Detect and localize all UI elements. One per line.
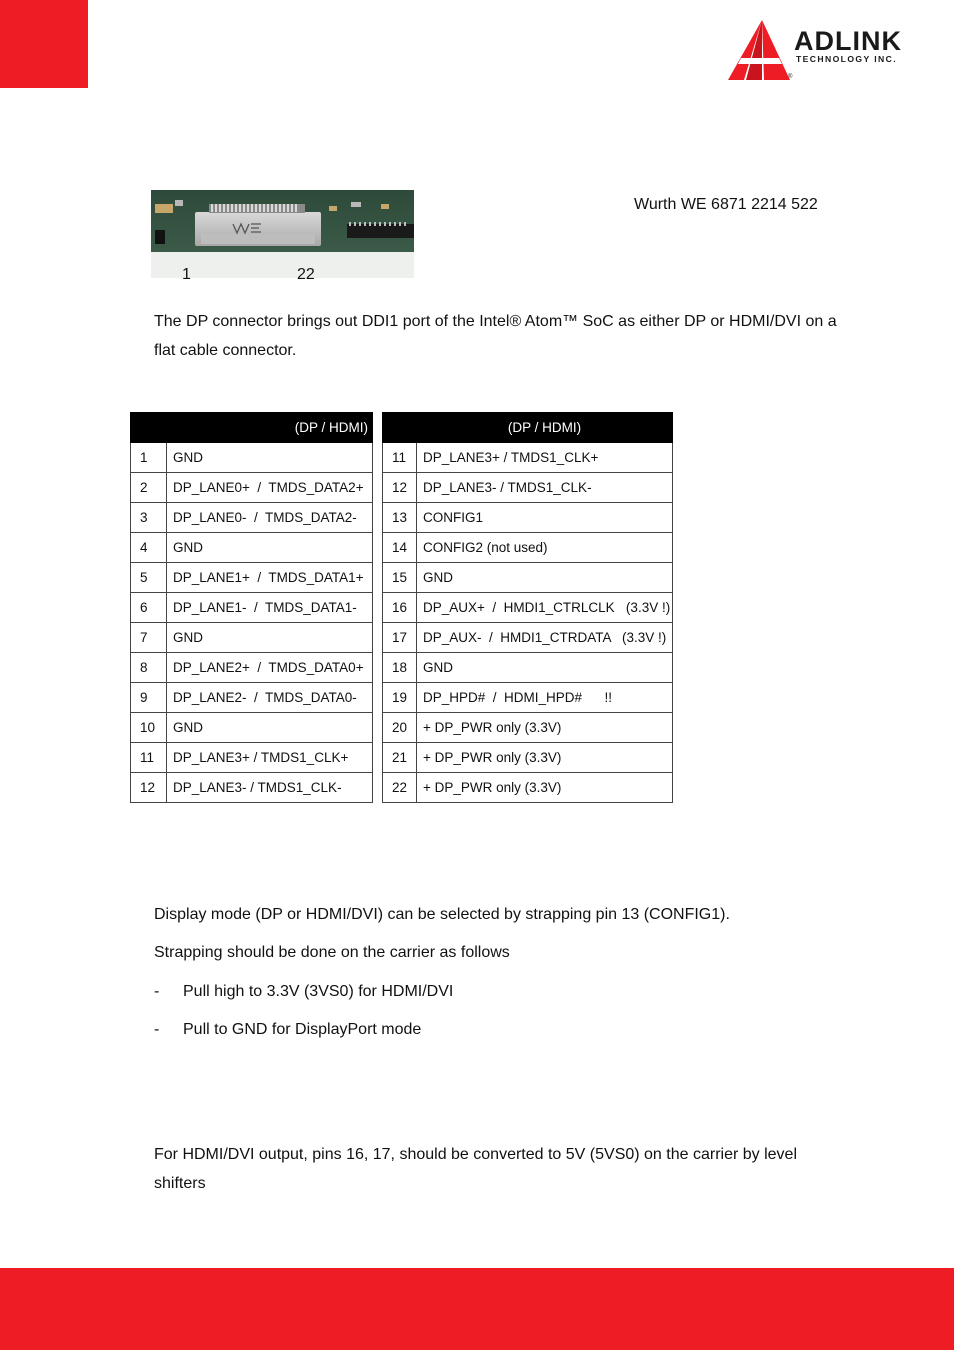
pin-number-cell: 7 [131, 623, 167, 653]
table-header-signal: (DP / HDMI) [167, 413, 373, 443]
table-row [131, 743, 373, 773]
pin-number-cell: 11 [383, 443, 417, 473]
hdmi-note-paragraph: For HDMI/DVI output, pins 16, 17, should be converted to 5V (5VS0) on the carrier by level shifters [154, 1146, 797, 1192]
table-row [131, 563, 373, 593]
red-corner-block [0, 0, 88, 88]
intro-paragraph: The DP connector brings out DDI1 port of the Intel® Atom™ SoC as either DP or HDMI/DVI on a flat cable connector. [154, 313, 837, 359]
signal-name-cell: DP_LANE0+ / TMDS_DATA2+ [167, 473, 373, 503]
pin-number-cell: 14 [383, 533, 417, 563]
pin-number-cell: 12 [383, 473, 417, 503]
table-row [383, 653, 673, 683]
table-row [131, 773, 373, 803]
table-row [131, 443, 373, 473]
signal-name-cell: DP_LANE3- / TMDS1_CLK- [417, 473, 673, 503]
pin-number-cell: 9 [131, 683, 167, 713]
bullet-text: Pull high to 3.3V (3VS0) for HDMI/DVI [183, 983, 454, 1000]
table-row [383, 683, 673, 713]
pin-number-cell: 5 [131, 563, 167, 593]
table-row [383, 713, 673, 743]
pin-number-cell: 15 [383, 563, 417, 593]
logo-registered-mark: ® [788, 74, 793, 80]
table-header-row [131, 413, 373, 443]
pin-number-cell: 1 [131, 443, 167, 473]
pin-number-cell: 16 [383, 593, 417, 623]
pin-number-cell: 10 [131, 713, 167, 743]
table-row [131, 533, 373, 563]
table-row [131, 473, 373, 503]
signal-name-cell: DP_AUX- / HMDI1_CTRDATA (3.3V !) [417, 623, 673, 653]
signal-name-cell: DP_LANE2+ / TMDS_DATA0+ [167, 653, 373, 683]
signal-name-cell: GND [167, 533, 373, 563]
logo-subtitle: TECHNOLOGY INC. [796, 54, 898, 64]
table-row [383, 473, 673, 503]
signal-name-cell: DP_AUX+ / HMDI1_CTRLCLK (3.3V !) [417, 593, 673, 623]
table-row [131, 683, 373, 713]
pin-number-cell: 13 [383, 503, 417, 533]
pin-number-cell: 21 [383, 743, 417, 773]
signal-name-cell: DP_LANE3+ / TMDS1_CLK+ [167, 743, 373, 773]
signal-name-cell: GND [167, 443, 373, 473]
signal-name-cell: DP_HPD# / HDMI_HPD# !! [417, 683, 673, 713]
table-row [383, 443, 673, 473]
table-row [383, 563, 673, 593]
table-header-pin [131, 413, 167, 443]
bullet-dash: - [154, 983, 160, 1000]
table-row [383, 773, 673, 803]
signal-name-cell: DP_LANE3+ / TMDS1_CLK+ [417, 443, 673, 473]
pin-number-cell: 4 [131, 533, 167, 563]
adlink-triangle-icon [724, 18, 793, 84]
pin-number-cell: 19 [383, 683, 417, 713]
signal-name-cell: GND [417, 563, 673, 593]
connector-part-number: Wurth WE 6871 2214 522 [634, 196, 818, 213]
table-row [383, 533, 673, 563]
signal-name-cell: DP_LANE3- / TMDS1_CLK- [167, 773, 373, 803]
table-row [383, 593, 673, 623]
pin-22-label: 22 [297, 266, 315, 283]
pin-number-cell: 11 [131, 743, 167, 773]
table-header-pin [383, 413, 417, 443]
signal-name-cell: DP_LANE0- / TMDS_DATA2- [167, 503, 373, 533]
table-row [383, 503, 673, 533]
logo-wordmark: ADLINK [794, 26, 902, 56]
pin-number-cell: 22 [383, 773, 417, 803]
table-header-row [383, 413, 673, 443]
signal-name-cell: CONFIG1 [417, 503, 673, 533]
display-mode-paragraph: Display mode (DP or HDMI/DVI) can be selected by strapping pin 13 (CONFIG1). [154, 906, 730, 923]
table-row [131, 503, 373, 533]
table-row [131, 593, 373, 623]
signal-name-cell: DP_LANE2- / TMDS_DATA0- [167, 683, 373, 713]
pin-number-cell: 12 [131, 773, 167, 803]
signal-name-cell: CONFIG2 (not used) [417, 533, 673, 563]
pin-table-left [130, 412, 373, 803]
table-row [383, 623, 673, 653]
signal-name-cell: DP_LANE1+ / TMDS_DATA1+ [167, 563, 373, 593]
bullet-text: Pull to GND for DisplayPort mode [183, 1021, 422, 1038]
signal-name-cell: GND [167, 623, 373, 653]
table-row [383, 743, 673, 773]
connector-photo [151, 190, 414, 278]
signal-name-cell: + DP_PWR only (3.3V) [417, 713, 673, 743]
pin-number-cell: 20 [383, 713, 417, 743]
signal-name-cell: DP_LANE1- / TMDS_DATA1- [167, 593, 373, 623]
pin-number-cell: 18 [383, 653, 417, 683]
table-header-signal: (DP / HDMI) [417, 413, 673, 443]
footer-red-bar [0, 1268, 954, 1350]
strapping-paragraph: Strapping should be done on the carrier as follows [154, 944, 510, 961]
pin-number-cell: 8 [131, 653, 167, 683]
pin-number-cell: 3 [131, 503, 167, 533]
signal-name-cell: GND [417, 653, 673, 683]
table-row [131, 713, 373, 743]
pin-number-cell: 17 [383, 623, 417, 653]
pin-number-cell: 2 [131, 473, 167, 503]
pin-1-label: 1 [182, 266, 191, 283]
signal-name-cell: GND [167, 713, 373, 743]
pin-table-right [382, 412, 673, 803]
bullet-dash: - [154, 1021, 160, 1038]
adlink-logo [724, 18, 939, 84]
table-row [131, 653, 373, 683]
table-row [131, 623, 373, 653]
signal-name-cell: + DP_PWR only (3.3V) [417, 773, 673, 803]
signal-name-cell: + DP_PWR only (3.3V) [417, 743, 673, 773]
pin-number-cell: 6 [131, 593, 167, 623]
